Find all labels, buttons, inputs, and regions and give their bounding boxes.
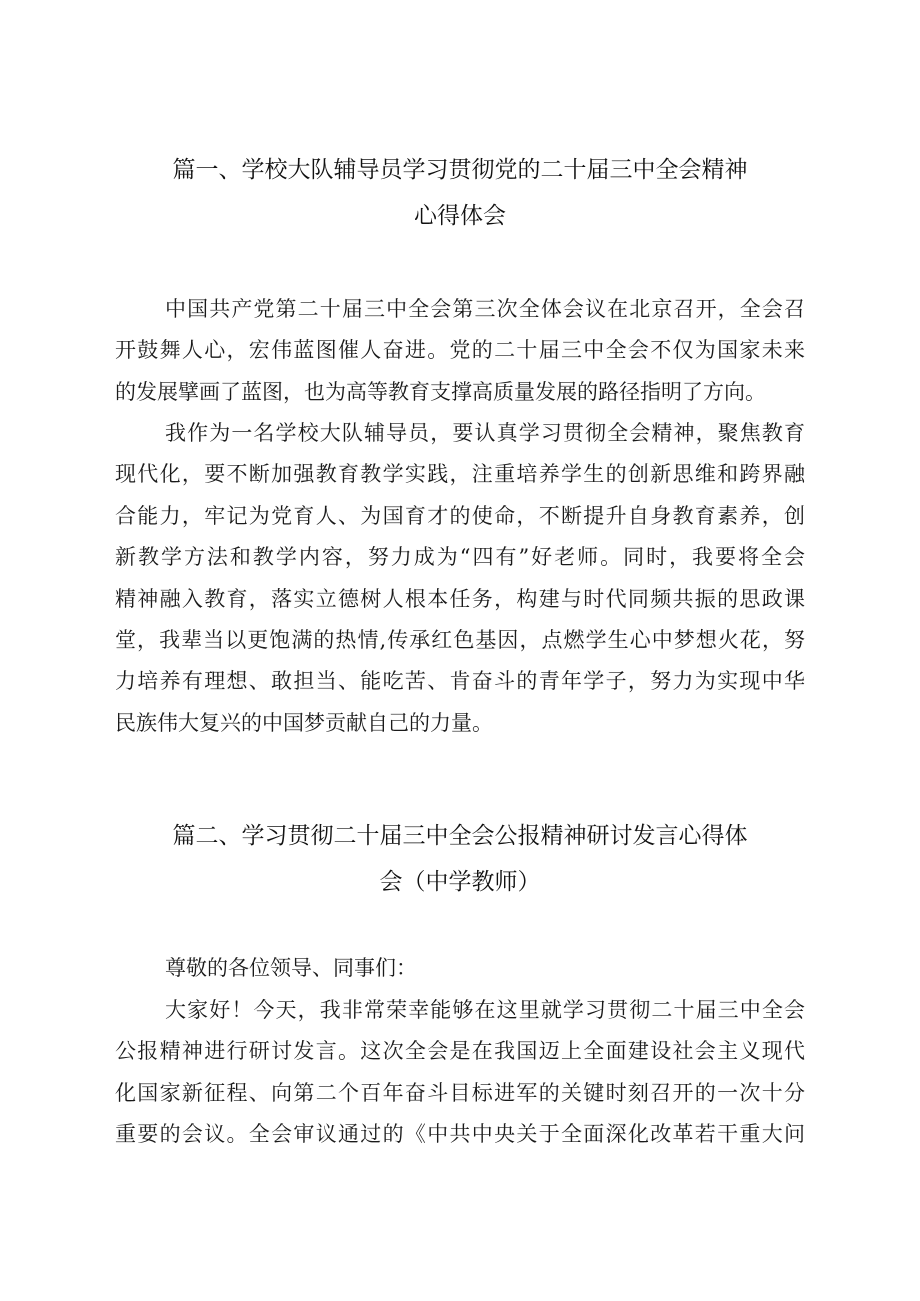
paragraph-line: 中国共产党第二十届三中全会第三次全体会议在北京召开，全会召: [165, 297, 805, 321]
paragraph-line: 力培养有理想、敢担当、能吃苦、肯奋斗的青年学子，努力为实现中华: [115, 669, 805, 694]
section-2-title-line-2: 会（中学教师）: [379, 869, 541, 895]
section-1-title: [115, 147, 805, 239]
paragraph-line: 新教学方法和教学内容，努力成为“四有”好老师。同时，我要将全会: [115, 545, 805, 570]
paragraph-line: 民族伟大复兴的中国梦贡献自己的力量。: [115, 710, 493, 735]
section-1-title-line-2: 心得体会: [414, 203, 506, 229]
section-2-title-line-1: 篇二、学习贯彻二十届三中全会公报精神研讨发言心得体: [172, 823, 748, 849]
paragraph-line: 重要的会议。全会审议通过的《中共中央关于全面深化改革若干重大问: [115, 1122, 805, 1147]
section-2-paragraph-1: [115, 990, 805, 1156]
paragraph-line: 公报精神进行研讨发言。这次全会是在我国迈上全面建设社会主义现代: [115, 1039, 805, 1064]
section-1-paragraph-2: [115, 413, 805, 744]
paragraph-line: 合能力，牢记为党育人、为国育才的使命，不断提升自身教育素养，创: [115, 503, 805, 528]
paragraph-line: 我作为一名学校大队辅导员，要认真学习贯彻全会精神，聚焦教育: [165, 421, 805, 445]
section-1-title-line-1: 篇一、学校大队辅导员学习贯彻党的二十届三中全会精神: [172, 157, 748, 183]
salutation-line: 尊敬的各位领导、同事们：: [165, 956, 417, 980]
paragraph-line: 大家好！今天，我非常荣幸能够在这里就学习贯彻二十届三中全会: [165, 998, 805, 1022]
paragraph-line: 现代化，要不断加强教育教学实践，注重培养学生的创新思维和跨界融: [115, 462, 805, 487]
paragraph-line: 开鼓舞人心，宏伟蓝图催人奋进。党的二十届三中全会不仅为国家未来: [115, 338, 805, 363]
paragraph-line: 化国家新征程、向第二个百年奋斗目标进军的关键时刻召开的一次十分: [115, 1080, 805, 1105]
section-2-salutation: [115, 948, 805, 989]
section-1-paragraph-1: [115, 289, 805, 413]
paragraph-line: 的发展擘画了蓝图，也为高等教育支撑高质量发展的路径指明了方向。: [115, 379, 766, 404]
paragraph-line: 堂，我辈当以更饱满的热情,传承红色基因，点燃学生心中梦想火花，努: [115, 627, 805, 652]
paragraph-line: 精神融入教育，落实立德树人根本任务，构建与时代同频共振的思政课: [115, 586, 805, 611]
section-2-title: [115, 813, 805, 905]
